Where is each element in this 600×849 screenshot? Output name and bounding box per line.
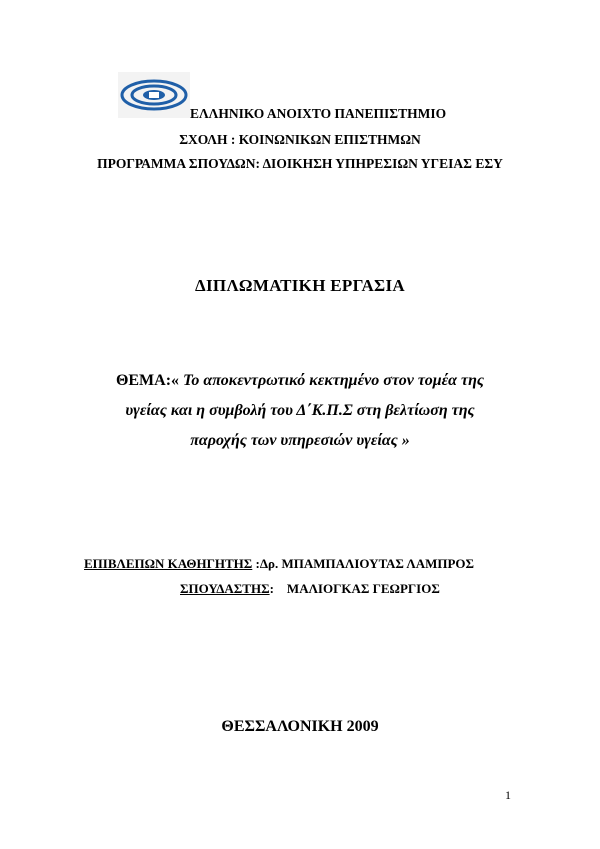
student-line bbox=[180, 581, 440, 597]
supervisor-line bbox=[84, 556, 474, 572]
supervisor-label: ΕΠΙΒΛΕΠΩΝ ΚΑΘΗΓΗΤΗΣ bbox=[84, 556, 253, 571]
university-name: ΕΛΛΗΝΙΚΟ ΑΝΟΙΧΤΟ ΠΑΝΕΠΙΣΤΗΜΙΟ bbox=[190, 106, 447, 121]
theme-label: ΘΕΜΑ:« bbox=[115, 372, 184, 389]
school-name: ΣΧΟΛΗ : ΚΟΙΝΩΝΙΚΩΝ ΕΠΙΣΤΗΜΩΝ bbox=[179, 132, 421, 147]
student-value: : ΜΑΛΙΟΓΚΑΣ ΓΕΩΡΓΙΟΣ bbox=[269, 581, 440, 596]
theme-text-1: Το αποκεντρωτικό κεκτημένο στον τομέα της bbox=[183, 372, 485, 389]
theme-line-1 bbox=[0, 372, 600, 390]
program-name: ΠΡΟΓΡΑΜΜΑ ΣΠΟΥΔΩΝ: ΔΙΟΙΚΗΣΗ ΥΠΗΡΕΣΙΩΝ ΥΓΕΙΑΣ ΕΣΥ bbox=[97, 156, 503, 171]
place-and-year: ΘΕΣΣΑΛΟΝΙΚΗ 2009 bbox=[221, 718, 379, 735]
university-logo-icon bbox=[118, 72, 190, 118]
theme-line-3: παροχής των υπηρεσιών υγείας » bbox=[190, 432, 410, 449]
student-label: ΣΠΟΥΔΑΣΤΗΣ bbox=[180, 581, 270, 596]
theme-line-2: υγείας και η συμβολή του Δ΄Κ.Π.Σ στη βελτίωση της bbox=[125, 402, 475, 419]
page-number: 1 bbox=[505, 788, 511, 802]
supervisor-value: :Δρ. ΜΠΑΜΠΑΛΙΟΥΤΑΣ ΛΑΜΠΡΟΣ bbox=[252, 556, 475, 571]
document-type-title: ΔΙΠΛΩΜΑΤΙΚΗ ΕΡΓΑΣΙΑ bbox=[195, 276, 405, 295]
